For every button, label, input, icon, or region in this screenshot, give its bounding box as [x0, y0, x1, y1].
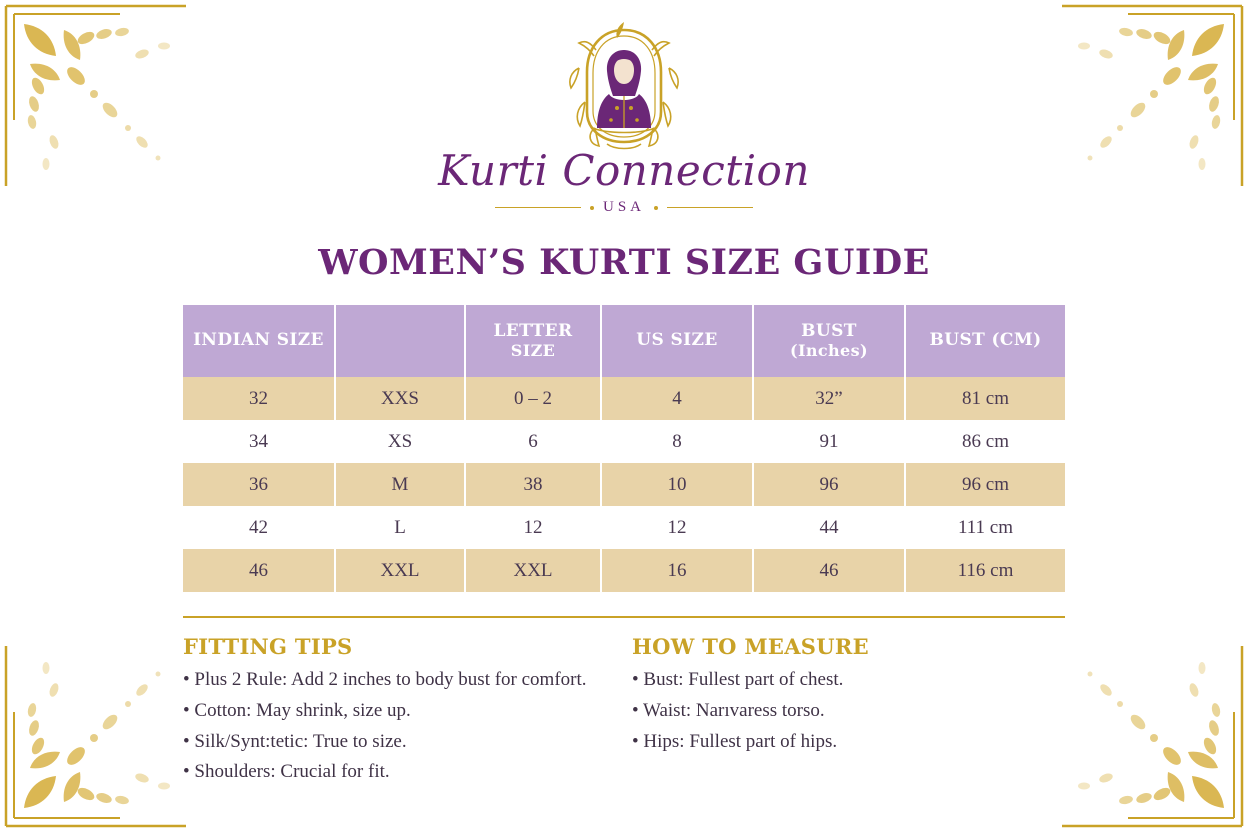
table-row — [183, 463, 1065, 506]
column-header-bust-cm-line1: BUST (CM) — [929, 330, 1042, 351]
cell-indian-size: 34 — [183, 420, 335, 463]
cell-bust-inches: 44 — [753, 506, 905, 549]
fitting-tips-item: • Shoulders: Crucial for fit. — [183, 761, 390, 783]
cell-indian-size: 32 — [183, 377, 335, 420]
how-to-measure-heading: HOW TO MEASURE — [632, 634, 869, 659]
cell-bust-cm: 81 cm — [905, 377, 1065, 420]
cell-us-size: 12 — [601, 506, 753, 549]
brand-rule-left — [495, 207, 581, 209]
column-header-bust-inches-line2: (Inches) — [789, 340, 869, 360]
fitting-tips-item: • Plus 2 Rule: Add 2 inches to body bust for comfort. — [183, 669, 587, 690]
cell-letter-size: 0 – 2 — [465, 377, 601, 420]
column-header-bust-inches — [753, 305, 905, 377]
cell-bust-cm: 86 cm — [905, 420, 1065, 463]
column-header-indian-size-line1: INDIAN SIZE — [193, 330, 324, 351]
brand-subtitle: USA — [602, 199, 645, 215]
cell-bust-inches: 32” — [753, 377, 905, 420]
cell-letter-size: 38 — [465, 463, 601, 506]
size-chart-table — [183, 305, 1065, 592]
table-header-row — [183, 305, 1065, 377]
cell-letter-size: XXL — [465, 549, 601, 592]
info-sections — [183, 634, 1065, 788]
cell-us-size: 10 — [601, 463, 753, 506]
cell-us-size: 16 — [601, 549, 753, 592]
dot-right-icon — [654, 206, 658, 210]
cell-indian-size: 42 — [183, 506, 335, 549]
column-header-indian-size — [183, 305, 335, 377]
brand-name: Kurti Connection — [438, 146, 810, 195]
woman-in-arch-emblem-icon — [549, 16, 699, 156]
cell-bust-inches: 96 — [753, 463, 905, 506]
how-to-measure-section — [616, 634, 1065, 788]
brand-logo — [438, 16, 810, 216]
brand-sub-row — [495, 199, 753, 216]
cell-bust-cm: 116 cm — [905, 549, 1065, 592]
brand-rule-right — [667, 207, 753, 209]
column-header-blank — [335, 305, 465, 377]
how-to-measure-item: • Waist: Narıvaress torso. — [632, 699, 825, 721]
fitting-tips-section — [183, 634, 616, 788]
column-header-letter-size-line1: LETTER — [493, 321, 573, 342]
cell-bust-inches: 46 — [753, 549, 905, 592]
cell-us-size: 8 — [601, 420, 753, 463]
cell-bust-inches: 91 — [753, 420, 905, 463]
cell-letter-size: 6 — [465, 420, 601, 463]
cell-alt-size: L — [335, 506, 465, 549]
column-header-us-size-line1: US SIZE — [636, 330, 718, 351]
fitting-tips-item: • Silk/Synt:tetic: True to size. — [183, 730, 407, 752]
cell-alt-size: XXL — [335, 549, 465, 592]
cell-alt-size: XS — [335, 420, 465, 463]
column-header-bust-inches-line1: BUST — [801, 321, 857, 342]
dot-left-icon — [590, 206, 594, 210]
column-header-bust-cm — [905, 305, 1065, 377]
cell-alt-size: XXS — [335, 377, 465, 420]
cell-letter-size: 12 — [465, 506, 601, 549]
cell-alt-size: M — [335, 463, 465, 506]
cell-bust-cm: 111 cm — [905, 506, 1065, 549]
column-header-us-size — [601, 305, 753, 377]
page-title: WOMEN’S KURTI SIZE GUIDE — [318, 242, 930, 283]
section-divider — [183, 616, 1065, 618]
fitting-tips-heading: FITTING TIPS — [183, 634, 353, 659]
cell-us-size: 4 — [601, 377, 753, 420]
table-row — [183, 506, 1065, 549]
table-row — [183, 377, 1065, 420]
column-header-letter-size-line2: SIZE — [510, 340, 556, 360]
cell-bust-cm: 96 cm — [905, 463, 1065, 506]
how-to-measure-item: • Hips: Fullest part of hips. — [632, 730, 838, 752]
cell-indian-size: 36 — [183, 463, 335, 506]
column-header-letter-size — [465, 305, 601, 377]
fitting-tips-item: • Cotton: May shrink, size up. — [183, 699, 411, 721]
table-row — [183, 420, 1065, 463]
table-row — [183, 549, 1065, 592]
cell-indian-size: 46 — [183, 549, 335, 592]
how-to-measure-item: • Bust: Fullest part of chest. — [632, 669, 844, 690]
